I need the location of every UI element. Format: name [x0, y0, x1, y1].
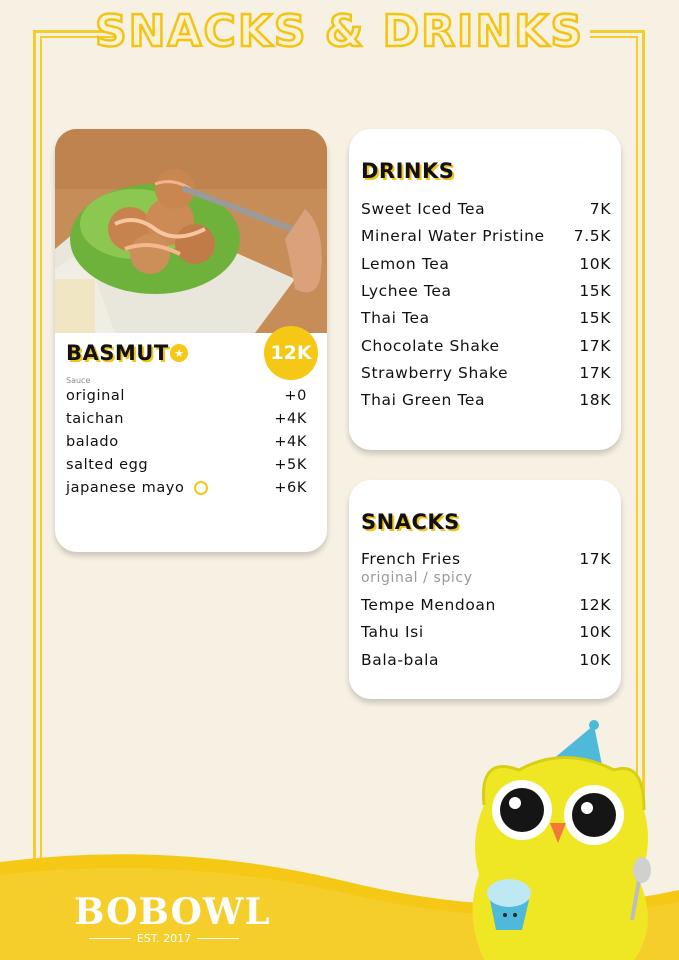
- drink-row: [361, 227, 611, 245]
- drink-name: Chocolate Shake: [361, 337, 500, 355]
- snack-row: [361, 550, 611, 568]
- brand-est: EST. 2017: [136, 932, 192, 945]
- owl-mascot-icon: [454, 715, 679, 960]
- drink-name: Strawberry Shake: [361, 364, 509, 382]
- snack-name: Tahu Isi: [361, 623, 424, 641]
- basmut-card: [55, 129, 327, 552]
- sauce-option-price: +0: [284, 388, 307, 404]
- snack-name: Bala-bala: [361, 651, 440, 669]
- drink-price: 17K: [579, 337, 611, 355]
- sauce-option-name: original: [66, 388, 125, 404]
- sauce-option-price: +6K: [274, 480, 307, 496]
- sauce-option-name: salted egg: [66, 457, 149, 473]
- sauce-option-row: [66, 457, 307, 473]
- divider: [197, 938, 239, 939]
- sauce-option-price: +4K: [274, 434, 307, 450]
- snack-name: Tempe Mendoan: [361, 596, 496, 614]
- drink-price: 15K: [579, 309, 611, 327]
- drink-name: Thai Tea: [361, 309, 430, 327]
- sauce-option-row: [66, 411, 307, 427]
- drink-name: Lemon Tea: [361, 255, 450, 273]
- sauce-option-name: balado: [66, 434, 119, 450]
- snack-price: 17K: [579, 550, 611, 568]
- drink-name: Thai Green Tea: [361, 391, 486, 409]
- frame-right-inner-line: [636, 36, 638, 810]
- drink-price: 7K: [589, 200, 611, 218]
- brand-est-line: [74, 932, 254, 945]
- divider: [89, 938, 131, 939]
- drink-price: 10K: [579, 255, 611, 273]
- drinks-card: [349, 129, 621, 450]
- drink-price: 15K: [579, 282, 611, 300]
- drink-price: 7.5K: [573, 227, 611, 245]
- drink-row: [361, 309, 611, 327]
- drink-price: 18K: [579, 391, 611, 409]
- snack-row: [361, 651, 611, 669]
- sauce-option-row: [66, 388, 307, 404]
- snacks-card: [349, 480, 621, 699]
- drink-row: [361, 282, 611, 300]
- sauce-option-price: +5K: [274, 457, 307, 473]
- sauce-option-price: +4K: [274, 411, 307, 427]
- sauce-option-name: taichan: [66, 411, 125, 427]
- sauce-option-name-wrap: [66, 480, 208, 496]
- snack-row: [361, 623, 611, 641]
- drink-row: [361, 255, 611, 273]
- snack-price: 10K: [579, 623, 611, 641]
- snack-note: original / spicy: [361, 570, 473, 586]
- frame-left-line: [33, 30, 36, 910]
- snack-price: 10K: [579, 651, 611, 669]
- snack-price: 12K: [579, 596, 611, 614]
- frame-left-inner-line: [40, 36, 42, 910]
- badge-icon: [194, 481, 208, 495]
- basmut-food-image: [55, 129, 327, 333]
- drinks-title: DRINKS: [361, 159, 455, 183]
- drink-name: Sweet Iced Tea: [361, 200, 486, 218]
- frame-right-line: [642, 30, 645, 810]
- sauce-option-row: [66, 434, 307, 450]
- page-title: SNACKS & DRINKS: [94, 6, 585, 57]
- drink-name: Mineral Water Pristine: [361, 227, 545, 245]
- drink-row: [361, 391, 611, 409]
- snack-name: French Fries: [361, 550, 461, 568]
- sauce-option-name: japanese mayo: [66, 480, 185, 496]
- drink-row: [361, 364, 611, 382]
- brand-logo: [74, 891, 271, 945]
- drink-price: 17K: [579, 364, 611, 382]
- brand-name: BOBOWL: [74, 891, 271, 933]
- sauce-label: Sauce: [66, 376, 91, 385]
- drink-name: Lychee Tea: [361, 282, 452, 300]
- snack-row: [361, 596, 611, 614]
- basmut-photo: [55, 129, 327, 333]
- drink-row: [361, 200, 611, 218]
- snacks-title: SNACKS: [361, 510, 460, 534]
- sauce-option-row: [66, 480, 307, 496]
- basmut-name: BASMUT: [66, 341, 169, 365]
- star-icon: ★: [170, 344, 188, 362]
- drink-row: [361, 337, 611, 355]
- basmut-price-badge: 12K: [264, 326, 318, 380]
